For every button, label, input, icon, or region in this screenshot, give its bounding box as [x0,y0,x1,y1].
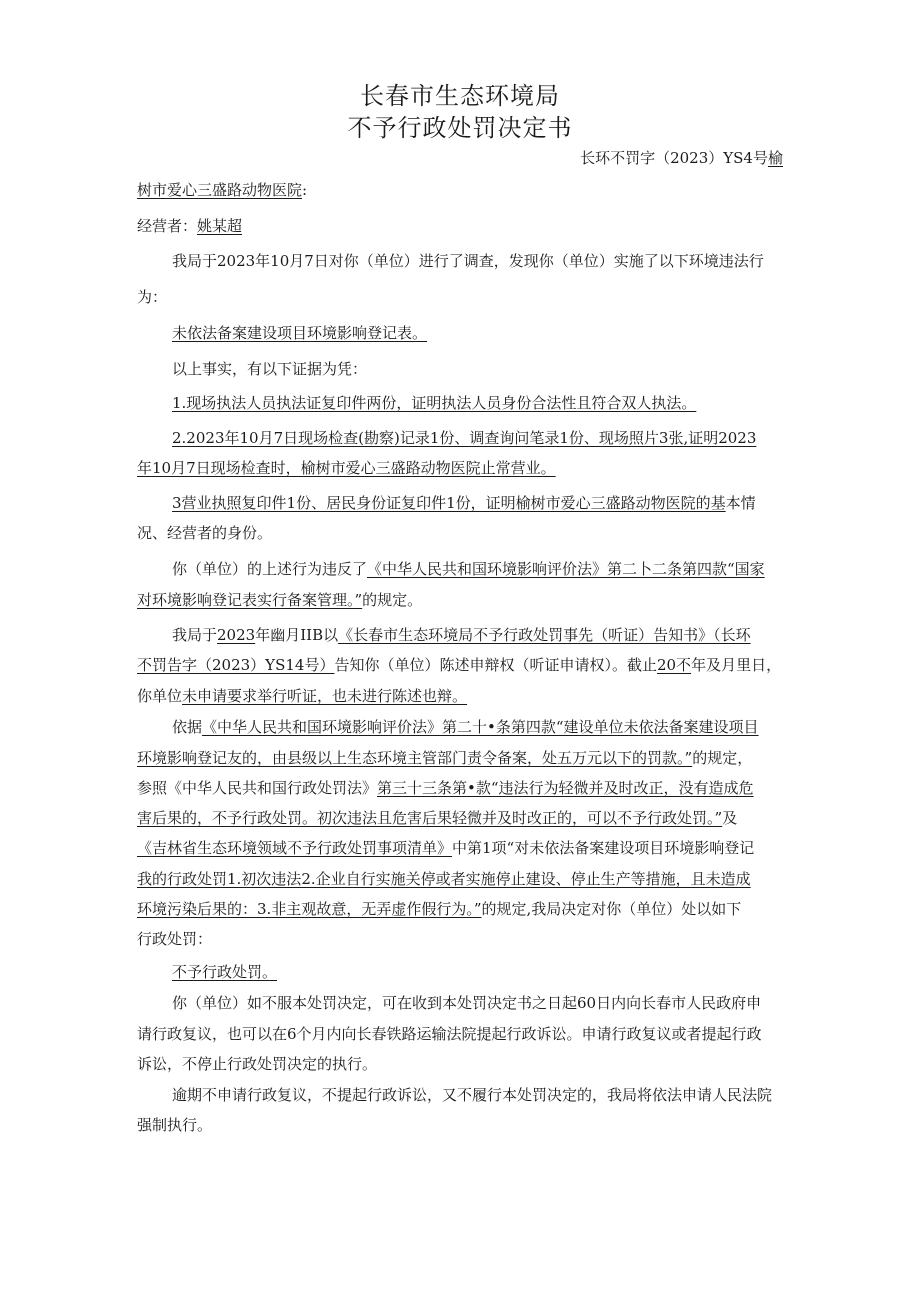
legal-basis-cont-2: 参照《中华人民共和国行政处罚法》第三十三条第•款“违法行为轻微并及时改正，没有造成危 [137,779,754,797]
evidence-intro: 以上事实，有以下证据为凭： [172,360,368,378]
legal-basis-cont-4: 《吉林省生态环境领域不予行政处罚事项清单》中第1项“对未依法备案建设项目环境影响登记 [137,839,755,857]
legal-basis: 依据《中华人民共和国环境影响评价法》第二十•条第四款“建设单位未依法备案建设项目 [172,718,759,736]
appeal-rights: 你（单位）如不服本处罚决定，可在收到本处罚决定书之日起60日内向长春市人民政府申 [172,994,762,1012]
legal-basis-cont-3: 害后果的，不予行政处罚。初次违法且危害后果轻微并及时改正的，可以不予行政处罚。”及 [137,809,738,827]
enforcement-notice: 逾期不申请行政复议，不提起行政诉讼，又不履行本处罚决定的，我局将依法申请人民法院 [172,1086,773,1104]
violated-law-cont: 对环境影响登记表实行备案管理。”的规定。 [137,591,423,609]
prior-notice-cont: 不罚告字（2023）YS14号）告知你（单位）陈述申辩权（听证申请权）。截止20不年及月里日， [137,656,782,674]
violated-law: 你（单位）的上述行为违反了《中华人民共和国环境影响评价法》第二卜二条第四款“国家 [172,560,765,578]
legal-basis-cont-5: 我的行政处罚1.初次违法2.企业自行实施关停或者实施停止建设、停止生产等措施，且未造成 [137,870,751,888]
penalty-decision: 不予行政处罚。 [172,963,278,981]
recipient-name: 树市爱心三盛路动物医院: [137,181,308,199]
evidence-item-3-cont: 况、经营者的身份。 [137,524,273,542]
prior-notice-cont-2: 你单位未申请要求举行听证，也未进行陈述也辩。 [137,687,468,705]
investigation-text-cont: 为： [137,288,168,306]
evidence-item-1: 1.现场执法人员执法证复印件两份，证明执法人员身份合法性且符合双人执法。 [172,394,697,412]
title-document: 不予行政处罚决定书 [347,114,573,142]
legal-basis-cont-6: 环境污染后果的：3.非主观故意，无弄虚作假行为。”的规定,我局决定对你（单位）处以如下 [137,900,742,918]
investigation-text: 我局于2023年10月7日对你（单位）进行了调查，发现你（单位）实施了以下环境违法行 [172,252,764,270]
prior-notice: 我局于2023年幽月IIB以《长春市生态环境局不予行政处罚事先（听证）告知书》（长环 [172,626,751,644]
evidence-item-2: 2.2023年10月7日现场检查(勘察)记录1份、调查询问笔录1份、现场照片3张,证明2023 [172,429,757,447]
doc-number: 长环不罚字（2023）YS4号榆 [580,149,783,167]
enforcement-notice-cont: 强制执行。 [137,1116,213,1134]
operator-line: 经营者：姚某超 [137,217,243,235]
appeal-rights-cont-1: 请行政复议，也可以在6个月内向长春铁路运输法院提起行政诉讼。申请行政复议或者提起行政 [137,1025,762,1043]
appeal-rights-cont-2: 诉讼，不停止行政处罚决定的执行。 [137,1055,378,1073]
evidence-item-2-cont: 年10月7日现场检查时，榆树市爱心三盛路动物医院止常营业。 [137,459,556,477]
evidence-item-3: 3营业执照复印件1份、居民身份证复印件1份，证明榆树市爱心三盛路动物医院的基本情 [172,494,756,512]
legal-basis-cont-7: 行政处罚： [137,930,213,948]
violation-fact: 未依法备案建设项目环境影响登记表。 [172,324,428,342]
legal-basis-cont-1: 环境影响登记友的，由县级以上生态环境主管部门责令备案，处五万元以下的罚款。”的规定， [137,749,753,767]
title-agency: 长春市生态环境局 [360,82,560,110]
